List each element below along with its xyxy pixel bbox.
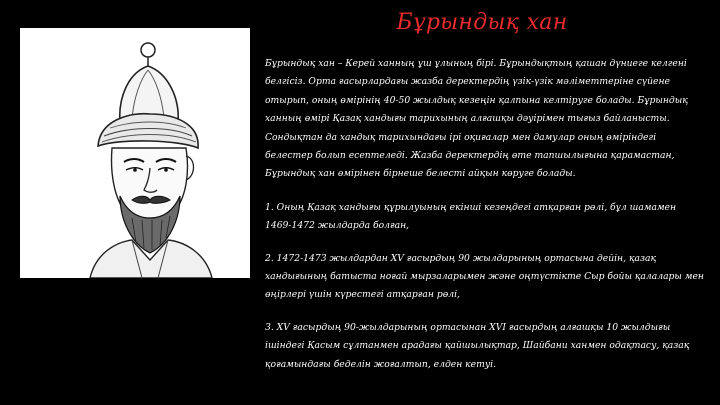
khan-portrait-icon xyxy=(20,28,250,278)
list-item: 1. Оның Қазақ хандығы құрылуының екінші кезеңдегі атқарған рөлі, бұл шамамен 1469-1472 жылдарда болған, xyxy=(265,201,677,232)
portrait-image xyxy=(20,28,250,278)
slide-title: Бұрындық хан xyxy=(396,10,568,35)
list-item: 2. 1472-1473 жылдардан XV ғасырдың 90 жылдарының ортасына дейін, қазақ хандығының батыста ноғай мырзаларымен және оңтүстікте Сыр бойы қалалары мен өңірлері үшін күрестегі атқарған рөлі, xyxy=(265,252,704,301)
intro-paragraph: Бұрындық хан – Керей ханның ұш ұлының бірі. Бұрындықтың қашан дүниеге келгені белгісіз. Орта ғасырлардағы жазба деректердің үзік-үзік мәліметтеріне сүйене отырып, оның өмірінің 40-50 жылдық кезеңін қалпына келтіруге болады. Бұрындық ханның өмірі Қазақ хандығы тарихының алғашқы дәуірімен тығыз байланысты. Сондықтан да хандық тарихындағы ірі оқиғалар мен дамулар оның өміріндегі белестер болып есептеледі. Жазба деректердің өте тапшылығына қарамастан, Бұрындық хан өмірінен бірнеше белесті айқын көруге болады. xyxy=(265,58,688,180)
list-item: 3. XV ғасырдың 90-жылдарының ортасынан XVI ғасырдың алғашқы 10 жылдығы ішіндегі Қасым сұлтанмен арадағы қайшылықтар, Шайбани ханмен одақтасу, қазақ қоғамындағы беделін жоғалтып, елден кетуі. xyxy=(265,321,690,370)
slide-body xyxy=(265,55,705,388)
